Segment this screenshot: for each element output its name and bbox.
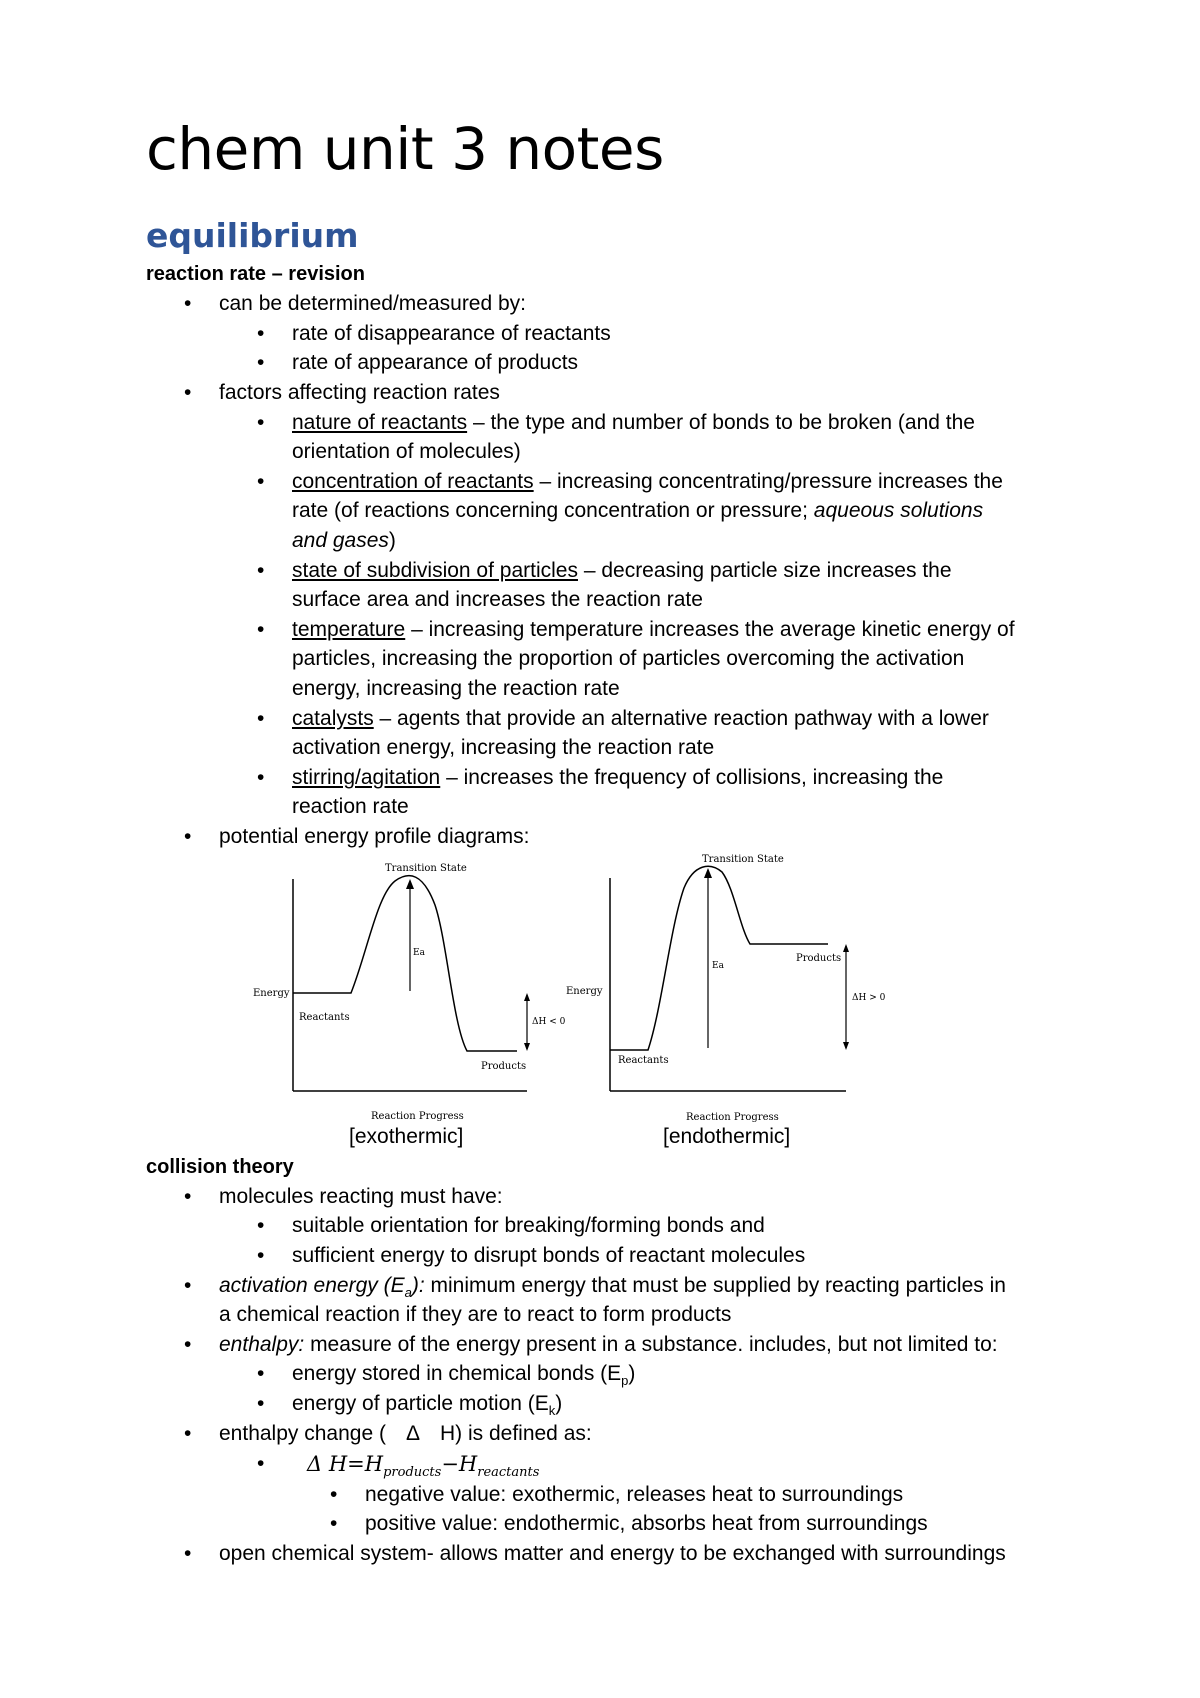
measure-item: rate of appearance of products bbox=[292, 351, 579, 374]
bullet-dot: • bbox=[184, 825, 192, 848]
enthalpy-item bbox=[219, 1331, 998, 1359]
factor-desc-cont bbox=[292, 497, 983, 525]
endothermic-caption: [endothermic] bbox=[663, 1125, 791, 1148]
factor-desc-cont: surface area and increases the reaction rate bbox=[292, 588, 703, 611]
ea-arrowhead bbox=[704, 868, 712, 878]
delta-symbol: Δ bbox=[405, 1422, 420, 1445]
products-label: Products bbox=[481, 1061, 527, 1072]
open-system-item: open chemical system- allows matter and energy to be exchanged with surroundings bbox=[219, 1542, 1006, 1565]
enthalpy-desc: measure of the energy present in a substance. includes, but not limited to: bbox=[304, 1333, 998, 1356]
enthalpy-sub-subscript: p bbox=[621, 1373, 629, 1389]
factor-term: state of subdivision of particles bbox=[292, 559, 578, 582]
dh-label: ΔH < 0 bbox=[532, 1017, 565, 1027]
factor-item bbox=[292, 764, 943, 792]
bullet-dot: • bbox=[257, 470, 265, 493]
dh-arrowhead-down bbox=[843, 1042, 849, 1050]
bullet-dot: • bbox=[184, 1422, 192, 1445]
factor-desc: – increasing concentrating/pressure increases the bbox=[533, 470, 1003, 493]
formula-minus: −H bbox=[441, 1452, 478, 1476]
bullet-dot: • bbox=[184, 1274, 192, 1297]
factor-term: stirring/agitation bbox=[292, 766, 441, 789]
factor-term: nature of reactants bbox=[292, 411, 468, 434]
enthalpy-change-item bbox=[219, 1420, 592, 1448]
enthalpy-change-text: H) is defined as: bbox=[439, 1422, 592, 1445]
factor-desc-cont: orientation of molecules) bbox=[292, 440, 521, 463]
x-axis-label: Reaction Progress bbox=[371, 1111, 464, 1122]
factor-desc: – the type and number of bonds to be broken (and the bbox=[467, 411, 975, 434]
transition-state-label: Transition State bbox=[702, 854, 784, 865]
enthalpy-sub-text: energy of particle motion (E bbox=[292, 1392, 549, 1415]
collision-theory-heading: collision theory bbox=[146, 1156, 294, 1178]
activation-term: activation energy (E bbox=[219, 1274, 405, 1297]
bullet-dot: • bbox=[330, 1483, 338, 1506]
enthalpy-sub-close: ) bbox=[628, 1362, 636, 1385]
measure-item: rate of disappearance of reactants bbox=[292, 322, 611, 345]
exothermic-caption: [exothermic] bbox=[349, 1125, 464, 1148]
bullet-dot: • bbox=[184, 1185, 192, 1208]
reactants-label: Reactants bbox=[618, 1055, 669, 1066]
bullet-dot: • bbox=[257, 1392, 265, 1415]
sign-item: negative value: exothermic, releases heat to surroundings bbox=[365, 1483, 904, 1506]
dh-arrowhead-up bbox=[843, 944, 849, 952]
factors-text: factors affecting reaction rates bbox=[219, 381, 500, 404]
factor-term: concentration of reactants bbox=[292, 470, 534, 493]
bullet-dot: • bbox=[184, 1333, 192, 1356]
factor-desc-text: rate (of reactions concerning concentration or pressure; bbox=[292, 499, 814, 522]
activation-close: ): bbox=[411, 1274, 425, 1297]
bullet-dot: • bbox=[257, 1362, 265, 1385]
bullet-dot: • bbox=[184, 292, 192, 315]
factor-item bbox=[292, 705, 989, 733]
enthalpy-sub-subscript: k bbox=[548, 1403, 556, 1419]
factor-term: temperature bbox=[292, 618, 406, 641]
section-heading: equilibrium bbox=[146, 216, 359, 255]
activation-sub: a bbox=[404, 1285, 412, 1301]
must-have-text: molecules reacting must have: bbox=[219, 1185, 503, 1208]
factor-desc-cont: particles, increasing the proportion of particles overcoming the activation bbox=[292, 647, 965, 670]
energy-axis-label: Energy bbox=[253, 988, 290, 999]
page-title: chem unit 3 notes bbox=[146, 115, 664, 183]
factor-item bbox=[292, 616, 1015, 644]
factor-desc-text: ) bbox=[388, 529, 396, 552]
factor-desc-italic: and gases bbox=[292, 529, 389, 552]
bullet-dot: • bbox=[257, 1214, 265, 1237]
bullet-dot: • bbox=[257, 766, 265, 789]
ea-arrowhead bbox=[406, 879, 414, 889]
enthalpy-change-text: enthalpy change ( bbox=[219, 1422, 386, 1445]
reaction-rate-heading: reaction rate – revision bbox=[146, 263, 365, 285]
must-item: sufficient energy to disrupt bonds of reactant molecules bbox=[292, 1244, 806, 1267]
factor-desc-italic: aqueous solutions bbox=[813, 499, 984, 522]
enthalpy-sub-text: energy stored in chemical bonds (E bbox=[292, 1362, 622, 1385]
factor-desc: – agents that provide an alternative reaction pathway with a lower bbox=[373, 707, 989, 730]
transition-state-label: Transition State bbox=[385, 863, 467, 874]
factor-desc-cont: activation energy, increasing the reaction rate bbox=[292, 736, 715, 759]
measure-text: can be determined/measured by: bbox=[219, 292, 527, 315]
must-item: suitable orientation for breaking/forming bonds and bbox=[292, 1214, 765, 1237]
factor-desc-cont bbox=[292, 527, 396, 555]
factor-desc: – increases the frequency of collisions, increasing the bbox=[440, 766, 944, 789]
energy-curve bbox=[293, 876, 517, 1051]
ea-label: Ea bbox=[712, 961, 724, 971]
bullet-dot: • bbox=[184, 1542, 192, 1565]
sign-item: positive value: endothermic, absorbs heat from surroundings bbox=[365, 1512, 928, 1535]
bullet-dot: • bbox=[257, 707, 265, 730]
dh-label: ΔH > 0 bbox=[852, 993, 886, 1003]
bullet-dot: • bbox=[257, 559, 265, 582]
products-label: Products bbox=[796, 953, 842, 964]
reactants-label: Reactants bbox=[299, 1012, 350, 1023]
bullet-dot: • bbox=[257, 618, 265, 641]
energy-axis-label: Energy bbox=[566, 986, 603, 997]
formula-sub-products: products bbox=[383, 1465, 442, 1481]
enthalpy-sub-close: ) bbox=[555, 1392, 563, 1415]
activation-desc-cont: a chemical reaction if they are to react to form products bbox=[219, 1303, 732, 1326]
ea-label: Ea bbox=[413, 948, 425, 958]
factor-desc-cont: energy, increasing the reaction rate bbox=[292, 677, 620, 700]
diagrams-label: potential energy profile diagrams: bbox=[219, 825, 530, 848]
factor-item bbox=[292, 557, 952, 585]
x-axis-label: Reaction Progress bbox=[686, 1112, 779, 1123]
formula-lhs: Δ H=H bbox=[307, 1452, 384, 1476]
exothermic-diagram bbox=[245, 855, 565, 1125]
bullet-dot: • bbox=[257, 322, 265, 345]
enthalpy-term: enthalpy: bbox=[219, 1333, 305, 1356]
dh-arrowhead-down bbox=[524, 1043, 530, 1051]
bullet-dot: • bbox=[257, 351, 265, 374]
factor-item bbox=[292, 409, 975, 437]
factor-desc: – decreasing particle size increases the bbox=[577, 559, 952, 582]
activation-desc: minimum energy that must be supplied by reacting particles in bbox=[424, 1274, 1006, 1297]
factor-desc: – increasing temperature increases the average kinetic energy of bbox=[405, 618, 1015, 641]
factor-term: catalysts bbox=[292, 707, 374, 730]
bullet-dot: • bbox=[330, 1512, 338, 1535]
dh-arrowhead-up bbox=[524, 993, 530, 1001]
factor-item bbox=[292, 468, 1003, 496]
bullet-dot: • bbox=[257, 1244, 265, 1267]
bullet-dot: • bbox=[184, 381, 192, 404]
formula-sub-reactants: reactants bbox=[477, 1465, 540, 1481]
factor-desc-cont: reaction rate bbox=[292, 795, 409, 818]
bullet-dot: • bbox=[257, 1452, 265, 1475]
endothermic-diagram bbox=[560, 848, 900, 1125]
bullet-dot: • bbox=[257, 411, 265, 434]
